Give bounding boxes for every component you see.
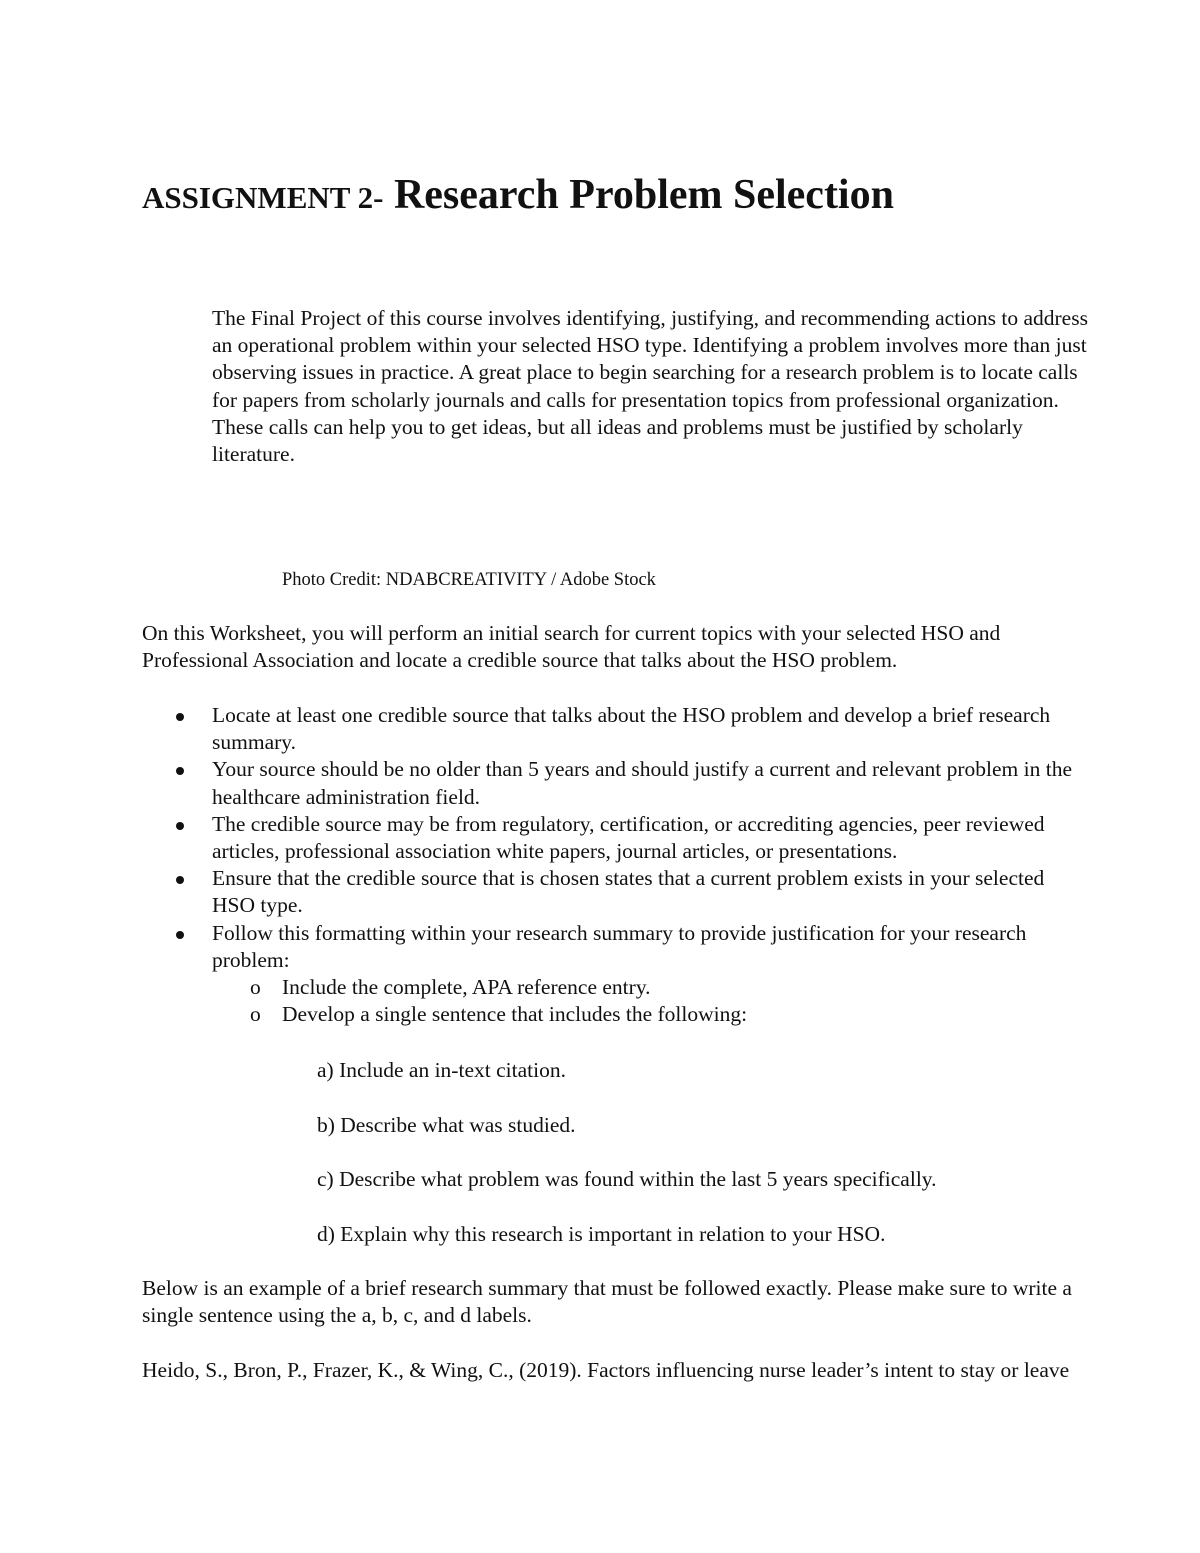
list-item-text: The credible source may be from regulatory, certification, or accrediting agencies, peer reviewed articles, professional association white papers, journal articles, or presentations. [212, 811, 1045, 864]
bullet-icon [176, 713, 184, 721]
title-main: Research Problem Selection [383, 172, 894, 218]
worksheet-paragraph: On this Worksheet, you will perform an initial search for current topics with your selected HSO and Professional Association and locate a credible source that talks about the HSO problem. [142, 621, 1001, 673]
list-item-text: Ensure that the credible source that is chosen states that a current problem exists in your selected HSO type. [212, 866, 1045, 918]
list-item [142, 811, 1092, 865]
labeled-step: a) Include an in-text citation. [317, 1058, 566, 1082]
bullet-icon [176, 822, 184, 830]
list-item [142, 702, 1092, 756]
bullet-icon [176, 931, 184, 939]
sub-list-item-text: Include the complete, APA reference entry. [282, 975, 651, 1000]
sub-list-item [212, 1001, 1092, 1028]
hollow-bullet-icon: o [250, 975, 261, 1000]
photo-credit: Photo Credit: NDABCREATIVITY / Adobe Stock [282, 570, 656, 590]
sub-list-item-text: Develop a single sentence that includes the following: [282, 1002, 748, 1027]
list-item-text: Locate at least one credible source that talks about the HSO problem and develop a brief research summary. [212, 703, 1051, 755]
list-item [142, 756, 1092, 810]
example-intro-paragraph: Below is an example of a brief research summary that must be followed exactly. Please make sure to write a single sentence using the a, b, c, and d labels. [142, 1276, 1072, 1328]
reference-entry: Heido, S., Bron, P., Frazer, K., & Wing, C., (2019). Factors influencing nurse leader’s intent to stay or leave [142, 1358, 1070, 1382]
bullet-icon [176, 767, 184, 775]
sub-instruction-list [142, 974, 1092, 1028]
labeled-steps-list [317, 1057, 937, 1275]
labeled-step: b) Describe what was studied. [317, 1112, 576, 1137]
bullet-icon [176, 876, 184, 884]
list-item [142, 920, 1092, 1029]
sub-list-item [212, 974, 1092, 1001]
labeled-step: d) Explain why this research is important in relation to your HSO. [317, 1221, 886, 1246]
list-item-text: Your source should be no older than 5 years and should justify a current and relevant problem in the healthcare administration field. [212, 757, 1072, 809]
intro-paragraph: The Final Project of this course involves identifying, justifying, and recommending actions to address an operational problem within your selected HSO type. Identifying a problem involves more than just observing issues in practice. A great place to begin searching for a research problem is to locate calls for papers from scholarly journals and calls for presentation topics from professional organization. These calls can help you to get ideas, but all ideas and problems must be justified by scholarly literature. [212, 306, 1088, 467]
labeled-step: c) Describe what problem was found within the last 5 years specifically. [317, 1167, 937, 1191]
title-prefix: ASSIGNMENT 2- [142, 180, 384, 215]
list-item-text: Follow this formatting within your research summary to provide justification for your research problem: [212, 920, 1027, 972]
instruction-list [142, 702, 1092, 1028]
page-title [142, 172, 894, 218]
list-item [142, 865, 1092, 919]
hollow-bullet-icon: o [250, 1002, 261, 1027]
